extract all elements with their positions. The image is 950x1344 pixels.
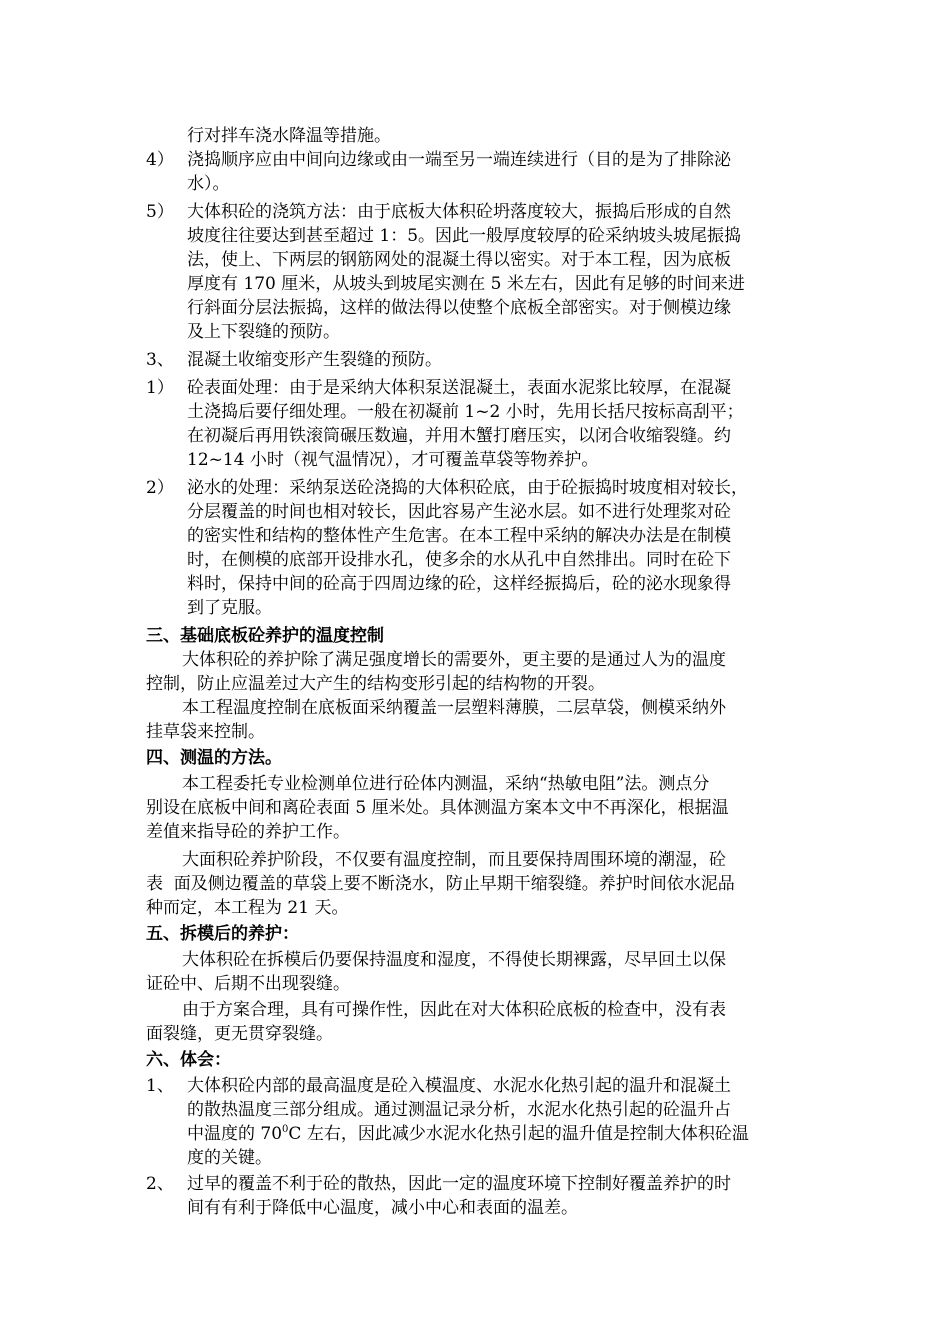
item-line: 度的关键。 bbox=[187, 1148, 272, 1168]
continuation-line: 行对拌车浇水降温等措施。 bbox=[187, 126, 391, 146]
item-line: 的散热温度三部分组成。通过测温记录分析，水泥水化热引起的砼温升占 bbox=[187, 1100, 731, 1120]
paragraph-line: 挂草袋来控制。 bbox=[146, 722, 265, 742]
paragraph-line: 证砼中、后期不出现裂缝。 bbox=[146, 974, 350, 994]
paragraph-line: 差值来指导砼的养护工作。 bbox=[146, 822, 350, 842]
item-line: 料时，保持中间的砼高于四周边缘的砼，这样经振捣后，砼的泌水现象得 bbox=[187, 574, 731, 594]
item-line: 土浇捣后要仔细处理。一般在初凝前 1~2 小时，先用长括尺按标高刮平； bbox=[187, 402, 744, 422]
section-heading: 六、体会： bbox=[146, 1050, 231, 1070]
item-line: 法，使上、下两层的钢筋网处的混凝土得以密实。对于本工程，因为底板 bbox=[187, 250, 731, 270]
item-line: 及上下裂缝的预防。 bbox=[187, 322, 340, 342]
item-line: 时，在侧模的底部开设排水孔，使多余的水从孔中自然排出。同时在砼下 bbox=[187, 550, 731, 570]
item-number: 4） bbox=[146, 150, 174, 170]
paragraph-line: 表 面及侧边覆盖的草袋上要不断浇水，防止早期干缩裂缝。养护时间依水泥品 bbox=[146, 874, 735, 894]
paragraph-line: 面裂缝，更无贯穿裂缝。 bbox=[146, 1024, 333, 1044]
item-line: 间有有利于降低中心温度，减小中心和表面的温差。 bbox=[187, 1198, 578, 1218]
paragraph-line: 控制，防止应温差过大产生的结构变形引起的结构物的开裂。 bbox=[146, 674, 605, 694]
item-number: 5） bbox=[146, 202, 174, 222]
section-heading: 三、基础底板砼养护的温度控制 bbox=[146, 626, 384, 646]
paragraph-line: 大体积砼的养护除了满足强度增长的需要外，更主要的是通过人为的温度 bbox=[182, 650, 726, 670]
section-heading: 四、测温的方法。 bbox=[146, 748, 282, 768]
item-line: 分层覆盖的时间也相对较长，因此容易产生泌水层。如不进行处理浆对砼 bbox=[187, 502, 731, 522]
item-line: 12~14 小时（视气温情况），才可覆盖草袋等物养护。 bbox=[187, 450, 599, 470]
item-number: 1、 bbox=[146, 1076, 174, 1096]
item-line: 浇捣顺序应由中间向边缘或由一端至另一端连续进行（目的是为了排除泌 bbox=[187, 150, 731, 170]
paragraph-line: 大面积砼养护阶段，不仅要有温度控制，而且要保持周围环境的潮湿，砼 bbox=[182, 850, 726, 870]
paragraph-line: 种而定，本工程为 21 天。 bbox=[146, 898, 349, 918]
item-line: 大体积砼内部的最高温度是砼入模温度、水泥水化热引起的温升和混凝土 bbox=[187, 1076, 731, 1096]
section-heading: 五、拆模后的养护： bbox=[146, 924, 299, 944]
paragraph-line: 本工程委托专业检测单位进行砼体内测温，采纳“热敏电阻”法。测点分 bbox=[182, 774, 710, 794]
item-line: 厚度有 170 厘米，从坡头到坡尾实测在 5 米左右，因此有足够的时间来进 bbox=[187, 274, 745, 294]
item-number: 2、 bbox=[146, 1174, 174, 1194]
item-number: 1） bbox=[146, 378, 174, 398]
paragraph-line: 本工程温度控制在底板面采纳覆盖一层塑料薄膜，二层草袋，侧模采纳外 bbox=[182, 698, 726, 718]
item-line: 过早的覆盖不利于砼的散热，因此一定的温度环境下控制好覆盖养护的时 bbox=[187, 1174, 731, 1194]
section-title: 混凝土收缩变形产生裂缝的预防。 bbox=[187, 350, 442, 370]
item-line: 砼表面处理：由于是采纳大体积泵送混凝土，表面水泥浆比较厚，在混凝 bbox=[187, 378, 731, 398]
item-line-text: C 左右，因此减少水泥水化热引起的温升值是控制大体积砼温 bbox=[288, 1124, 749, 1144]
paragraph-line: 别设在底板中间和离砼表面 5 厘米处。具体测温方案本文中不再深化，根据温 bbox=[146, 798, 729, 818]
item-line: 在初凝后再用铁滚筒碾压数遍，并用木蟹打磨压实，以闭合收缩裂缝。约 bbox=[187, 426, 731, 446]
item-line: 的密实性和结构的整体性产生危害。在本工程中采纳的解决办法是在制模 bbox=[187, 526, 731, 546]
degree-superscript: 0 bbox=[282, 1124, 289, 1135]
item-line: 泌水的处理：采纳泵送砼浇捣的大体积砼底，由于砼振捣时坡度相对较长， bbox=[187, 478, 748, 498]
item-line: 行斜面分层法振捣，这样的做法得以使整个底板全部密实。对于侧模边缘 bbox=[187, 298, 731, 318]
section-number: 3、 bbox=[146, 350, 174, 370]
item-number: 2） bbox=[146, 478, 174, 498]
item-line-text: 中温度的 70 bbox=[187, 1124, 283, 1144]
item-line: 水）。 bbox=[187, 174, 230, 194]
paragraph-line: 由于方案合理，具有可操作性，因此在对大体积砼底板的检查中，没有表 bbox=[182, 1000, 726, 1020]
item-line: 大体积砼的浇筑方法：由于底板大体积砼坍落度较大，振捣后形成的自然 bbox=[187, 202, 731, 222]
item-line bbox=[187, 1122, 749, 1146]
item-line: 到了克服。 bbox=[187, 598, 272, 618]
paragraph-line: 大体积砼在拆模后仍要保持温度和湿度，不得使长期裸露，尽早回土以保 bbox=[182, 950, 726, 970]
item-line: 坡度往往要达到甚至超过 1：5。因此一般厚度较厚的砼采纳坡头坡尾振捣 bbox=[187, 226, 742, 246]
